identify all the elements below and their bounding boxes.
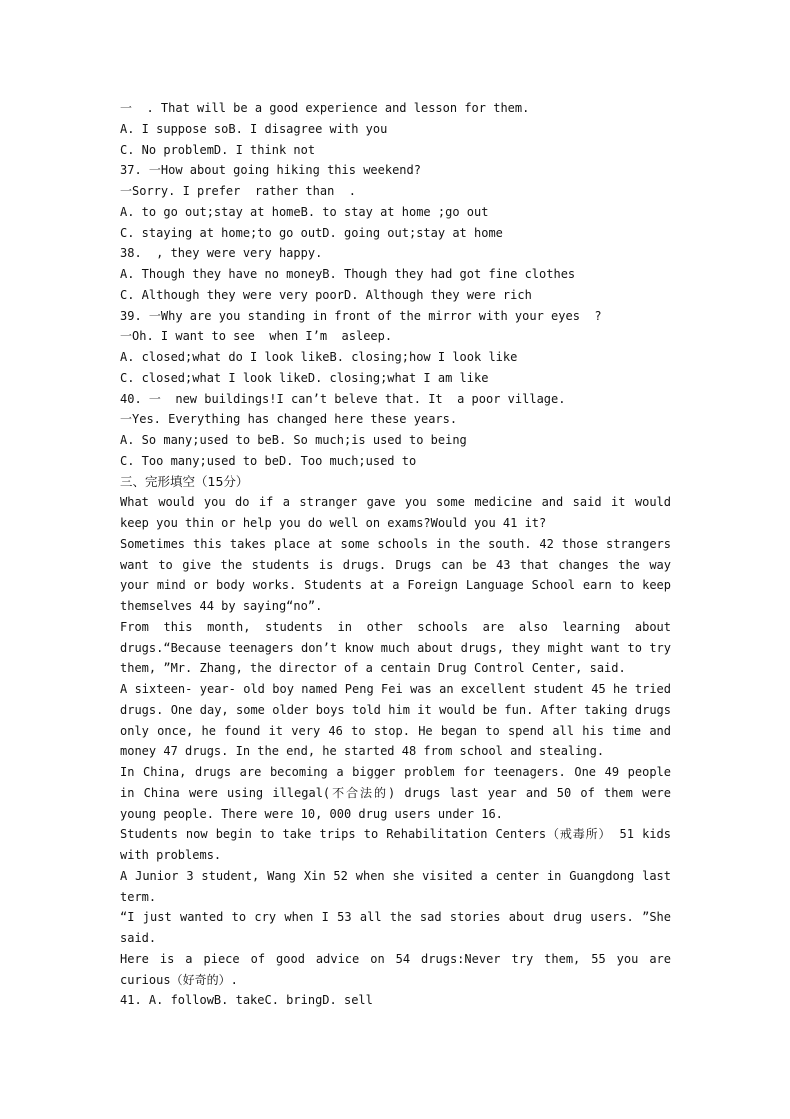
answer-options: C. Too many;used to beD. Too much;used to [120,453,417,468]
passage-paragraph: Students now begin to take trips to Rehabilitation Centers（戒毒所） 51 kids with problems. [120,827,671,862]
text-line: 一Oh. I want to see when I’m asleep. [120,329,393,344]
answer-options: A. So many;used to beB. So much;is used to being [120,433,467,447]
question-37: 37. 一How about going hiking this weekend? [120,163,421,178]
passage-paragraph: What would you do if a stranger gave you some medicine and said it would keep you thin or help you do well on exams?Would you 41 it? [120,495,671,530]
answer-options: A. Though they have no moneyB. Though they had got fine clothes [120,267,576,281]
question-41-options: 41. A. followB. takeC. bringD. sell [120,993,373,1008]
passage-paragraph: A Junior 3 student, Wang Xin 52 when she visited a center in Guangdong last term. [120,868,671,904]
question-39: 39. 一Why are you standing in front of the mirror with your eyes ? [120,308,602,323]
answer-options: A. I suppose soB. I disagree with you [120,121,388,136]
passage-paragraph: A sixteen- year- old boy named Peng Fei was an excellent student 45 he tried drugs. One day, some older boys told him it would be fun. After taking drugs only once, he found it very 46 to stop. He began to spend all his time and money 47 drugs. In the end, he started 48 from school and stealing. [120,682,671,759]
passage-paragraph: In China, drugs are becoming a bigger problem for teenagers. One 49 people in China were using illegal(不合法的) drugs last year and 50 of them were young people. There were 10, 000 drug users under 16. [120,765,671,821]
passage-paragraph: “I just wanted to cry when I 53 all the sad stories about drug users. ”She said. [120,910,671,945]
question-40: 40. 一 new buildings!I can’t beleve that. It a poor village. [120,391,566,406]
passage-paragraph: From this month, students in other schools are also learning about drugs.“Because teenagers don’t know much about drugs, they might want to try them, ”Mr. Zhang, the director of a centain Drug Control Center, said. [120,619,671,676]
passage-paragraph: Here is a piece of good advice on 54 drugs:Never try them, 55 you are curious（好奇的）. [120,951,671,987]
passage-paragraph: Sometimes this takes place at some schools in the south. 42 those strangers want to give the students is drugs. Drugs can be 43 that changes the way your mind or body works. Students at a Foreign Language School earn to keep themselves 44 by saying“no”. [120,536,671,613]
answer-options: A. to go out;stay at homeB. to stay at home ;go out [120,204,489,219]
question-38: 38. , they were very happy. [120,246,323,261]
answer-options: C. No problemD. I think not [120,142,316,157]
text-line: 一Sorry. I prefer rather than . [120,184,356,198]
answer-options: C. staying at home;to go outD. going out;stay at home [120,225,503,240]
text-line: 一Yes. Everything has changed here these years. [120,412,458,427]
answer-options: A. closed;what do I look likeB. closing;how I look like [120,350,518,364]
document-page [120,98,671,1011]
section-heading: 三、完形填空（15分） [120,473,249,489]
answer-options: C. closed;what I look likeD. closing;what I am like [120,370,489,385]
answer-options: C. Although they were very poorD. Although they were rich [120,287,532,302]
text-line: 一 . That will be a good experience and lesson for them. [120,101,530,115]
